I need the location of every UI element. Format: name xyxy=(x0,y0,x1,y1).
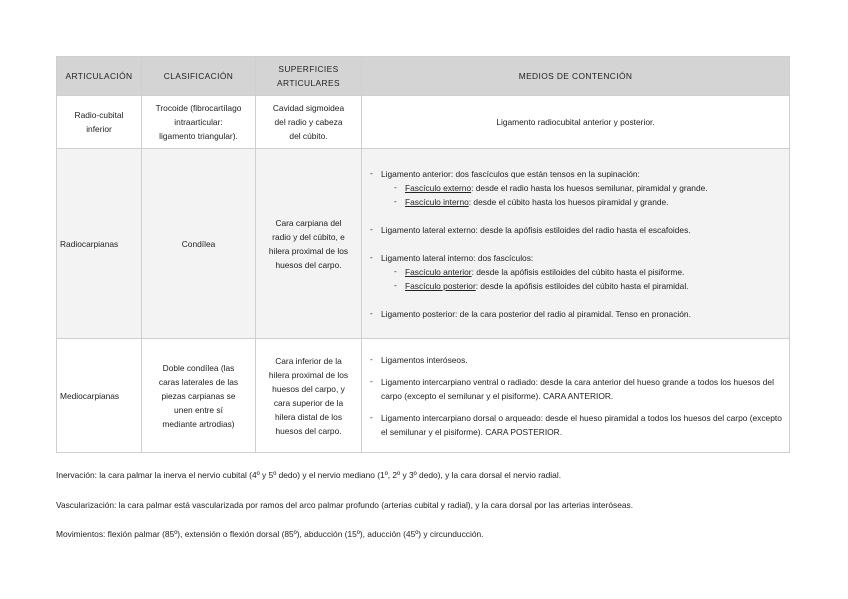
fasciculo-externo-text: : desde el radio hasta los huesos semilunar, piramidal y grande. xyxy=(471,182,708,193)
table-row-radiocarpianas xyxy=(57,149,790,339)
mediocarpianas-sup-line6: huesos del carpo. xyxy=(275,425,342,436)
list-item-fasciculo-posterior xyxy=(365,279,786,293)
cell-radiocubital-name xyxy=(57,96,142,149)
header-articulacion: ARTICULACIÓN xyxy=(57,57,142,96)
header-superficies-line2: ARTICULARES xyxy=(277,78,340,88)
spacer xyxy=(365,237,786,251)
list-item-ligamento-lateral-externo: - Ligamento lateral externo: desde la apófisis estiloides del radio hasta el escafoides. xyxy=(365,223,786,237)
list-item-ligamento-dorsal: - Ligamento intercarpiano dorsal o arqueado: desde el hueso piramidal a todos los huesos del carpo (excepto el semilunar y el pisiforme). CARA POSTERIOR. xyxy=(365,411,786,439)
spacer xyxy=(365,293,786,307)
cell-radiocubital-clasificacion xyxy=(142,96,256,149)
radiocubital-sup-line1: Cavidad sigmoidea xyxy=(272,103,345,113)
joints-table xyxy=(56,56,790,453)
fasciculo-anterior-text: : desde la apófisis estiloides del cúbito hasta el pisiforme. xyxy=(471,266,685,277)
header-superficies-line1: SUPERFICIES xyxy=(278,64,339,74)
header-clasificacion: CLASIFICACIÓN xyxy=(142,57,256,96)
list-item-fasciculo-interno xyxy=(365,195,786,209)
header-superficies xyxy=(256,57,362,96)
cell-radiocarpianas-superficies xyxy=(256,149,362,339)
note-movimientos: Movimientos: flexión palmar (85º), extensión o flexión dorsal (85º), abducción (15º), aducción (45º) y circunducción. xyxy=(56,529,484,539)
spacer xyxy=(365,403,786,411)
radiocubital-name-line2: inferior xyxy=(86,124,112,134)
radiocubital-clas-line2: intraarticular: xyxy=(174,117,223,127)
mediocarpianas-sup-line2: hilera proximal de los xyxy=(268,369,349,380)
mediocarpianas-clas-line5: mediante artrodias) xyxy=(162,418,235,429)
list-item-ligamento-posterior: - Ligamento posterior: de la cara posterior del radio al piramidal. Tenso en pronación. xyxy=(365,307,786,321)
cell-radiocarpianas-clasificacion: Condílea xyxy=(142,149,256,339)
radiocubital-clas-line3: ligamento triangular). xyxy=(159,131,238,141)
mediocarpianas-clas-line2: caras laterales de las xyxy=(158,376,239,387)
radiocarpianas-sup-line3: hilera proximal de los xyxy=(268,245,349,256)
radiocarpianas-sup-line1: Cara carpiana del xyxy=(275,217,342,228)
fasciculo-interno-text: : desde el cúbito hasta los huesos piramidal y grande. xyxy=(468,196,669,207)
table-row-radiocubital xyxy=(57,96,790,149)
spacer xyxy=(365,367,786,375)
fasciculo-posterior-label: Fascículo posterior xyxy=(405,280,476,291)
header-medios: MEDIOS DE CONTENCIÓN xyxy=(362,57,790,96)
mediocarpianas-clas-line4: unen entre sí xyxy=(174,404,223,415)
radiocubital-clas-line1: Trocoide (fibrocartílago xyxy=(155,103,242,113)
list-item-ligamentos-interoseos: - Ligamentos interóseos. xyxy=(365,353,786,367)
list-item-ligamento-ventral: - Ligamento intercarpiano ventral o radiado: desde la cara anterior del hueso grande a todos los huesos del carpo (excepto el semilunar y el pisiforme). CARA ANTERIOR. xyxy=(365,375,786,403)
cell-radiocubital-medios: Ligamento radiocubital anterior y posterior. xyxy=(362,96,790,149)
mediocarpianas-sup-line1: Cara inferior de la xyxy=(275,355,342,366)
cell-mediocarpianas-superficies xyxy=(256,339,362,453)
table-header-row xyxy=(57,57,790,96)
list-item-fasciculo-externo xyxy=(365,181,786,195)
list-item-fasciculo-anterior xyxy=(365,265,786,279)
cell-mediocarpianas-name: Mediocarpianas xyxy=(57,339,142,453)
radiocubital-sup-line2: del radio y cabeza xyxy=(274,117,343,127)
radiocarpianas-sup-line4: huesos del carpo. xyxy=(275,259,342,270)
fasciculo-externo-label: Fascículo externo xyxy=(405,182,472,193)
list-item-ligamento-anterior: - Ligamento anterior: dos fascículos que están tensos en la supinación: xyxy=(365,167,786,181)
mediocarpianas-clas-line1: Doble condílea (las xyxy=(162,362,235,373)
mediocarpianas-sup-line3: huesos del carpo, y xyxy=(272,383,345,394)
spacer xyxy=(365,209,786,223)
fasciculo-interno-label: Fascículo interno xyxy=(405,196,469,207)
radiocarpianas-sup-line2: radio y del cúbito, e xyxy=(272,231,345,242)
radiocubital-sup-line3: del cúbito. xyxy=(289,131,328,141)
fasciculo-anterior-label: Fascículo anterior xyxy=(405,266,472,277)
list-item-ligamento-lateral-interno: - Ligamento lateral interno: dos fascículos: xyxy=(365,251,786,265)
note-vascularizacion: Vascularización: la cara palmar está vascularizada por ramos del arco palmar profundo (arterias cubital y radial), y la cara dorsal por las arterias interóseas. xyxy=(56,500,634,510)
mediocarpianas-sup-line5: hilera distal de los xyxy=(274,411,343,422)
mediocarpianas-sup-line4: cara superior de la xyxy=(273,397,344,408)
fasciculo-posterior-text: : desde la apófisis estiloides del cúbito hasta el piramidal. xyxy=(475,280,689,291)
mediocarpianas-clas-line3: piezas carpianas se xyxy=(161,390,236,401)
cell-radiocarpianas-medios xyxy=(362,149,790,339)
cell-mediocarpianas-clasificacion xyxy=(142,339,256,453)
cell-mediocarpianas-medios xyxy=(362,339,790,453)
radiocubital-name-line1: Radio-cubital xyxy=(74,110,124,120)
cell-radiocarpianas-name: Radiocarpianas xyxy=(57,149,142,339)
note-inervacion: Inervación: la cara palmar la inerva el nervio cubital (4º y 5º dedo) y el nervio mediano (1º, 2º y 3º dedo), y la cara dorsal el nervio radial. xyxy=(56,470,562,480)
cell-radiocubital-superficies xyxy=(256,96,362,149)
table-row-mediocarpianas xyxy=(57,339,790,453)
